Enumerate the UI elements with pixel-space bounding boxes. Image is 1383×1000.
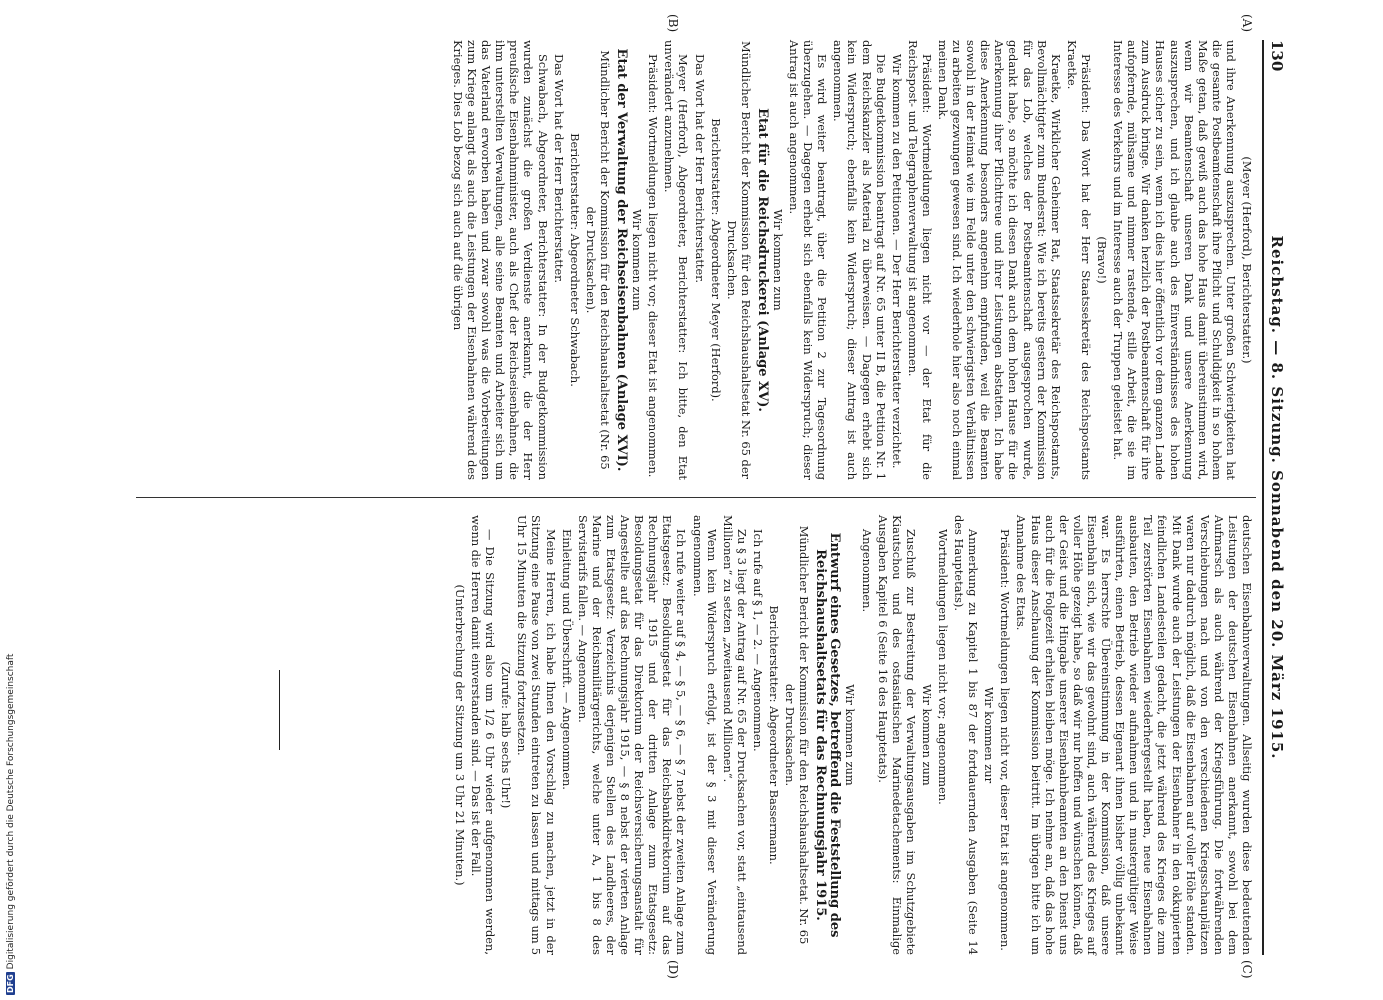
document-page — [85, 14, 1290, 979]
header-rule — [1262, 40, 1264, 955]
agenda-intro: Wir kommen zum — [630, 209, 645, 311]
dfg-funding-text: Digitalisierung gefördert durch die Deutsche Forschungsgemeinschaft — [6, 653, 16, 970]
dfg-logo: DFG — [6, 974, 15, 993]
paragraph: Meine Herren, ich habe Ihnen den Vorschlag zu machen, jetzt in der Sitzung eine Pause von zwei Stunden eintreten zu lassen und mittags um 5 Uhr 15 Minuten die Sitzung fortzusetzen. — [515, 515, 558, 955]
agenda-intro: Wir kommen zum — [771, 209, 785, 311]
rapporteur: Berichterstatter: Abgeordneter Schwabach. — [567, 133, 582, 387]
margin-marker-d: (D) — [666, 960, 680, 979]
paragraph: Kraetke, Wirklicher Geheimer Rat, Staatssekretär des Reichspostamts, Bevollmächtigter zum Bundesrat: Wie ich bereits gestern der Kommission für das Lob, welches der Postbeamtenschaft ausgesprochen wurde, gedankt habe, so möchte ich diesen Dank auch dem hohen Hause für die Anerkennung ihrer Pflichttreue und ihrer Leistungen abstatten. Ich habe diese Anerkennung besonders angenehm empfunden, weil die Beamten sowohl in der Heimat wie im Felde unter den schwierigsten Verhältnissen zu arbeiten gezwungen gewesen sind. Ich wiederhole hier also noch einmal meinen Dank. — [936, 40, 1063, 480]
running-header — [1264, 40, 1290, 955]
paragraph: Präsident: Wortmeldungen liegen nicht vor — der Etat für die Reichspost- und Telegraphenverwaltung ist angenommen. — [905, 40, 934, 480]
paragraph: Schwabach, Abgeordneter, Berichterstatter: In der Budgetkommission wurden zunächst die großen Verdienste anerkannt, die der Herr preußische Eisenbahnminister, auch als Chef der Reichseisenbahnen, die ihm unterstellten Verwaltungen, alle seine Beamten und Arbeiter sich um das Vaterland erworben haben und zwar sowohl was die Vorbereitungen zum Kriege anlangt als auch die Leistungen der Eisenbahnen während des Krieges. Dies Lob bezog sich auch auf die übrigen — [451, 40, 550, 480]
paragraph: Zuschuß zur Bestreitung der Verwaltungsausgaben im Schutzgebiete Kiautschou und des ostasiatischen Marinedetachements: Einmalige Ausgaben Kapitel 6 (Seite 16 des Hauptetats). — [875, 515, 918, 955]
agenda-intro: Wir kommen zur — [982, 686, 997, 784]
agenda-intro: Wir kommen zum — [919, 684, 934, 786]
paragraph: Die Budgetkommission beantragt auf Nr. 65 unter II B, die Petition Nr. 1 dem Reichskanzler als Material zu überweisen. — Dagegen erhebt sich kein Widerspruch; ebenfalls kein Widerspruch; dieser Antrag ist auch angenommen. — [831, 40, 888, 480]
margin-marker-b: (B) — [666, 14, 680, 33]
paragraph: und ihre Anerkennung auszusprechen. Unter großen Schwierigkeiten hat die gesamte Postbeamtenschaft ihre Pflicht und Schuldigkeit in so hohem Maße getan, daß gewiß auch das hohe Haus damit übereinstimmen wird, wenn wir Beamtenschaft unseren Dank und unsere Anerkennung auszusprechen, und ich glaube auch des Einverständnisses des hohen Hauses sicher zu sein, wenn ich dies hier öffentlich vor dem ganzen Lande zum Ausdruck bringe. Wir danken herzlich der Postbeamtenschaft für ihre aufopfernde, mühsame und nimmer rastende, stille Arbeit, die sie im Interesse des Verkehrs und im Interesse auch der Truppen geleistet hat. — [1111, 40, 1238, 480]
interjection: (Zurufe: halb sechs Uhr!) — [499, 661, 514, 809]
report-reference: Mündlicher Bericht der Kommission für den Reichshaushaltsetat Nr. 65 der Drucksachen. — [724, 40, 753, 480]
report-reference: Mündlicher Bericht der Kommission für den Reichshaushaltsetat (Nr. 65 der Drucksachen). — [583, 50, 612, 470]
session-note: (Unterbrechung der Sitzung um 3 Uhr 21 Minuten.) — [453, 584, 468, 886]
end-rule — [279, 670, 280, 750]
running-title: Reichstag. — 8. Sitzung. Sonnabend den 20. März 1915. — [1268, 235, 1286, 760]
paragraph: Ich rufe auf § 1, — 2. — Angenommen. — [750, 529, 765, 752]
speaker-reference: (Meyer (Herford), Berichterstatter.) — [1240, 156, 1254, 364]
dfg-funding-notice — [6, 654, 16, 995]
paragraph: Wir kommen zu den Petitionen. — Der Herr Berichterstatter verzichtet. — [889, 54, 904, 469]
column-rule — [136, 497, 1256, 498]
paragraph: — Die Sitzung wird also um 1/2 6 Uhr wieder aufgenommen werden, wenn die Herren damit einverstanden sind. — Das ist der Fall. — [469, 515, 498, 955]
margin-marker-c: (C) — [1240, 960, 1254, 979]
paragraph: Es wird weiter beantragt, über die Petition 2 zur Tagesordnung überzugehen. — Dagegen erhebt sich ebenfalls kein Widerspruch; dieser Antrag ist auch angenommen. — [787, 40, 830, 480]
agenda-heading: Etat der Verwaltung der Reichseisenbahnen (Anlage XVI). — [614, 48, 630, 472]
report-reference: Mündlicher Bericht der Kommission für den Reichshaushaltsetat. Nr. 65 der Drucksachen. — [783, 525, 812, 945]
paragraph: Wortmeldungen liegen nicht vor; angenommen. — [936, 529, 951, 805]
paragraph: Präsident: Wortmeldungen liegen nicht vor; dieser Etat ist angenommen. — [646, 54, 661, 478]
paragraph: Das Wort hat der Herr Berichterstatter. — [692, 54, 707, 284]
rapporteur: Berichterstatter: Abgeordneter Meyer (Herford). — [708, 118, 723, 402]
paragraph: Anmerkung zu Kapitel 1 bis 87 der fortdauernden Ausgaben (Seite 14 des Hauptetats). — [952, 515, 981, 955]
interjection: (Bravo!) — [1095, 236, 1110, 284]
paragraph: deutschen Eisenbahnverwaltungen. Allseitig wurden diese bedeutenden Leistungen der deutschen Eisenbahnen anerkannt, sowohl bei dem Aufmarsch als auch während der Kriegsführung. Die fortwährenden Verschiebungen nach und von den verschiedenen Kriegsschauplätzen waren nur dadurch möglich, daß die Eisenbahnen auf voller Höhe standen. Mit Dank wurde auch der Leistungen der Eisenbahner in den okkupierten feindlichen Landesteilen gedacht, die jetzt während des Krieges die zum Teil zerstörten Eisenbahnen wiederhergestellt haben, neue Eisenbahnen ausbauten, den Betrieb wieder aufnahmen und in mustergültiger Weise ausführten, einen Betrieb, dessen Eigenart ihnen bisher völlig unbekannt war. Es herrschte Übereinstimmung in der Kommission, daß unsere Eisenbahn sich, wie wir das gewohnt sind, auch während des Krieges auf voller Höhe gezeigt habe, so daß wir nur hoffen und wünschen können, daß der Geist und die Hingabe unserer Eisenbahnbeamten an den Dienst uns auch für die Folgezeit erhalten bleiben möge. Ich nehme an, daß das hohe Haus dieser Anschauung der Kommission beitritt. Im übrigen bitte ich um Annahme des Etats. — [1014, 515, 1254, 955]
paragraph: Zu § 3 liegt der Antrag auf Nr. 65 der Drucksachen vor, statt „eintausend Millionen“ zu setzen „zweitausend Millionen“. — [720, 515, 749, 955]
paragraph: Präsident: Das Wort hat der Herr Staatssekretär des Reichspostamts Kraetke. — [1064, 40, 1093, 480]
page-number: 130 — [1268, 40, 1286, 72]
left-column — [449, 40, 1254, 480]
rapporteur: Berichterstatter: Abgeordneter Bassermann. — [767, 605, 781, 865]
right-column — [451, 515, 1254, 955]
paragraph: Ich rufe weiter auf § 4, — § 5, — § 6, — § 7 nebst der zweiten Anlage zum Etatsgesetz: Besoldungsetat für das Reichsbankdirektorium auf das Rechnungsjahr 1915 und der dritten Anlage zum Etatsgesetz: Besoldungsetat für das Direktorium der Reichsversicherungsanstalt für Angestellte auf das Rechnungsjahr 1915, — § 8 nebst der vierten Anlage zum Etatsgesetz: Verzeichnis derjenigen Stellen des Landheeres, der Marine und der Reichsmilitärgerichts, welche unter A, 1 bis 8 des Servistarifs fallen. — Angenommen. — [575, 515, 689, 955]
paragraph: Einleitung und Überschrift. — Angenommen. — [559, 529, 574, 790]
agenda-heading: Etat für die Reichsdruckerei (Anlage XV). — [754, 108, 770, 412]
agenda-heading: Entwurf eines Gesetzes, betreffend die Feststellung des Reichshaushaltsetats für das Rechnungsjahr 1915. — [813, 532, 843, 938]
paragraph: Präsident: Wortmeldungen liegen nicht vor, dieser Etat ist angenommen. — [998, 529, 1013, 951]
paragraph: Angenommen. — [859, 529, 874, 613]
paragraph: Das Wort hat der Herr Berichterstatter. — [551, 54, 566, 284]
margin-marker-a: (A) — [1240, 14, 1254, 33]
paragraph: Meyer (Herford), Abgeordneter, Berichterstatter: Ich bitte, den Etat unverändert anzunehmen. — [662, 40, 691, 480]
agenda-intro: Wir kommen zum — [843, 684, 858, 786]
paragraph: Wenn kein Widerspruch erfolgt, ist der § 3 mit dieser Veränderung angenommen. — [690, 515, 719, 955]
